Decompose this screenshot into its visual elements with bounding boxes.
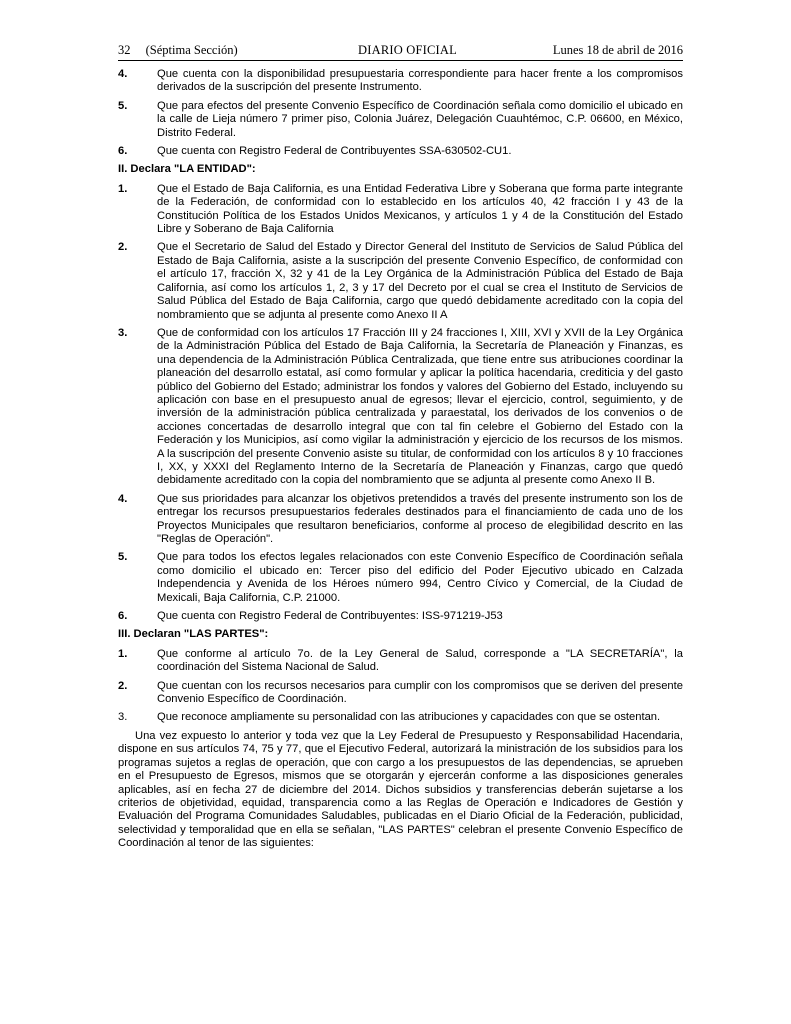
- item-number: 2.: [118, 241, 128, 254]
- list-item: [118, 68, 683, 95]
- list-item: [118, 241, 683, 321]
- item-text: Que sus prioridades para alcanzar los objetivos pretendidos a través del presente instrumento son los de entregar los recursos presupuestarios federales destinados para el financiamiento de cada uno de los Proyectos Municipales que resultaron beneficiarios, conforme al proceso de elegibilidad descrito en las "Reglas de Operación".: [157, 492, 683, 545]
- list-item: [118, 100, 683, 140]
- item-text: Que reconoce ampliamente su personalidad con las atribuciones y capacidades con que se ostentan.: [157, 711, 661, 724]
- section-label: (Séptima Sección): [145, 43, 238, 57]
- list-item: [118, 493, 683, 547]
- closing-paragraph: Una vez expuesto lo anterior y toda vez que la Ley Federal de Presupuesto y Responsabilidad Hacendaria, dispone en sus artículos 74, 75 y 77, que el Ejecutivo Federal, autorizará la ministración de los subsidios para los programas sujetos a reglas de operación, que con cargo a los presupuestos de las dependencias, se aprueben en el Presupuesto de Egresos, mismos que se otorgarán y ejercerán conforme a las disposiciones generales aplicables, así en fecha 27 de diciembre del 2014. Dichos subsidios y transferencias deberán sujetarse a los criterios de objetividad, equidad, transparencia como a las Reglas de Operación e Indicadores de Gestión y Evaluación del Programa Comunidades Saludables, publicadas en el Diario Oficial de la Federación, publicidad, selectividad y temporalidad que en ella se señalan, "LAS PARTES" celebran el presente Convenio Específico de Coordinación al tenor de las siguientes:: [118, 729, 683, 850]
- page-number: 32: [118, 43, 131, 57]
- item-text: Que cuentan con los recursos necesarios para cumplir con los compromisos que se deriven del presente Convenio Específico de Coordinación.: [157, 679, 683, 706]
- list-item: [118, 183, 683, 237]
- item-text: Que para todos los efectos legales relacionados con este Convenio Específico de Coordinación señala como domicilio el ubicado en: Tercer piso del edificio del Poder Ejecutivo ubicado en Calzada Independencia y Avenida de los Héroes número 994, Centro Cívico y Comercial, de la Ciudad de Mexicali, Baja California, C.P. 21000.: [157, 551, 683, 604]
- item-number: 4.: [118, 68, 128, 80]
- item-number: 6.: [118, 145, 128, 158]
- item-text: Que para efectos del presente Convenio Específico de Coordinación señala como domicilio el ubicado en la calle de Lieja número 7 primer piso, Colonia Juárez, Delegación Cuauhtémoc, C.P. 06600, en México, Distrito Federal.: [157, 99, 683, 139]
- item-text: Que el Estado de Baja California, es una Entidad Federativa Libre y Soberana que forma parte integrante de la Federación, de conformidad con lo establecido en los artículos 40, 42 fracción I y 43 de la Constitución Política de los Estados Unidos Mexicanos, y artículos 1 y 4 de la Constitución del Estado Libre y Soberano de Baja California: [157, 182, 683, 236]
- item-number: 4.: [118, 492, 128, 505]
- publication-title: DIARIO OFICIAL: [358, 43, 457, 57]
- header-left: [118, 43, 238, 58]
- list-item: [118, 648, 683, 675]
- list-item: [118, 327, 683, 488]
- item-text: Que cuenta con Registro Federal de Contribuyentes SSA-630502-CU1.: [157, 145, 512, 158]
- list-item: [118, 711, 683, 724]
- item-number: 5.: [118, 551, 128, 564]
- item-number: 2.: [118, 679, 128, 692]
- item-number: 1.: [118, 647, 128, 660]
- item-text: Que cuenta con la disponibilidad presupuestaria correspondiente para hacer frente a los compromisos derivados de la suscripción del presente Instrumento.: [157, 68, 683, 94]
- list-item: [118, 551, 683, 605]
- document-body: [118, 68, 683, 851]
- item-number: 3.: [118, 711, 128, 724]
- list-item: [118, 680, 683, 707]
- item-text: Que el Secretario de Salud del Estado y Director General del Instituto de Servicios de Salud Pública del Estado de Baja California, asiste a la suscripción del presente Convenio Específico, de conformidad con el artículo 17, fracción X, 32 y 41 de la Ley Orgánica de la Administración Pública del Estado de Baja California, así como los artículos 1, 2, 3 y 17 del Decreto por el cual se crea el Instituto de Servicios de Salud Pública del Estado de Baja California, cargo que quedó debidamente acreditado con la copia del nombramiento que se adjunta al presente como Anexo II A: [157, 241, 683, 321]
- item-number: 1.: [118, 182, 128, 195]
- item-number: 5.: [118, 99, 128, 112]
- item-number: 3.: [118, 326, 128, 339]
- item-number: 6.: [118, 610, 128, 623]
- document-page: [118, 40, 683, 851]
- section-heading-iii: III. Declaran "LAS PARTES":: [118, 628, 269, 641]
- section-heading-ii: II. Declara "LA ENTIDAD":: [118, 163, 256, 176]
- item-text: Que conforme al artículo 7o. de la Ley General de Salud, corresponde a "LA SECRETARÍA", la coordinación del Sistema Nacional de Salud.: [157, 647, 683, 674]
- item-text: Que de conformidad con los artículos 17 Fracción III y 24 fracciones I, XIII, XVI y XVII de la Ley Orgánica de la Administración Pública del Estado de Baja California, la Secretaría de Planeación y Finanzas, es una dependencia de la Administración Pública Centralizada, que tiene entre sus atribuciones coordinar la planeación del desarrollo estatal, así como formular y aplicar la política hacendaria, crediticia y del gasto público del Gobierno del Estado; administrar los fondos y valores del Gobierno del Estado, incluyendo su aplicación con base en el presupuesto anual de egresos; llevar el ejercicio, control, seguimiento, y de inversión de la administración pública centralizada y paraestatal, los derivados de los convenios o de acciones concertadas de desarrollo integral que con tal fin celebre el Gobierno del Estado con la Federación y los Municipios, así como vigilar la administración y ejercicio de los recursos de los mismos. A la suscripción del presente Convenio asiste su titular, de conformidad con los artículos 8 y 10 fracciones I, XX, y XXXI del Reglamento Interno de la Secretaría de Planeación y Finanzas, cargo que quedó debidamente acreditado con la copia del nombramiento que se adjunta al presente como Anexo II B.: [157, 326, 683, 487]
- list-item: [118, 145, 683, 158]
- item-text: Que cuenta con Registro Federal de Contribuyentes: ISS-971219-J53: [157, 610, 503, 623]
- publication-date: Lunes 18 de abril de 2016: [552, 43, 683, 57]
- page-header: [118, 40, 683, 61]
- list-item: [118, 610, 683, 623]
